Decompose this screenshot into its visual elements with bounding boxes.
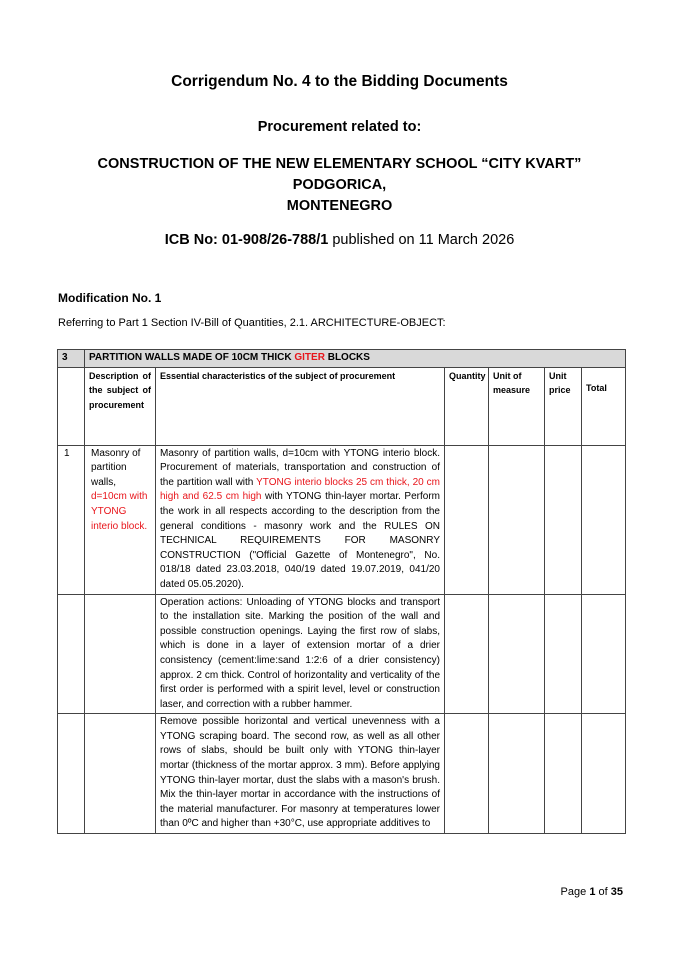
document-title: Corrigendum No. 4 to the Bidding Documents (171, 73, 508, 90)
row-unit (489, 445, 545, 594)
header-description: Description of the subject of procurement (85, 367, 156, 445)
row-total (582, 445, 626, 594)
row-total (582, 714, 626, 834)
header-total: Total (582, 367, 626, 445)
section-title: PARTITION WALLS MADE OF 10CM THICK GITER BLOCKS (85, 350, 626, 368)
modification-heading: Modification No. 1 (58, 291, 162, 305)
row-description (85, 594, 156, 714)
project-name-line-1: CONSTRUCTION OF THE NEW ELEMENTARY SCHOOL “CITY KVART” PODGORICA, (97, 156, 582, 193)
header-quantity: Quantity (445, 367, 489, 445)
row-quantity (445, 445, 489, 594)
row-unit-price (545, 594, 582, 714)
section-row (58, 350, 626, 368)
header-row (58, 367, 626, 445)
icb-published-date: published on 11 March 2026 (332, 232, 515, 248)
table-row (58, 594, 626, 714)
row-unit-price (545, 714, 582, 834)
header-number-cell (58, 367, 85, 445)
row-unit-price (545, 445, 582, 594)
header-characteristics: Essential characteristics of the subject of procurement (156, 367, 445, 445)
bill-of-quantities-table (57, 349, 626, 834)
row-number (58, 594, 85, 714)
row-characteristics: Remove possible horizontal and vertical unevenness with a YTONG scraping board. The second row, as well as all other rows of slabs, should be built only with YTONG thin-layer mortar (thickness of the mortar approx. 3 mm). Before applying YTONG thin-layer mortar, dust the slabs with a mason's brush. Mix the thin-layer mortar in accordance with the instructions of the material manufacturer. For masonry at temperatures lower than 0ºC and higher than +30°C, use appropriate additives to (156, 714, 445, 834)
row-quantity (445, 594, 489, 714)
section-number: 3 (58, 350, 85, 368)
row-description (85, 714, 156, 834)
row-characteristics: Operation actions: Unloading of YTONG blocks and transport to the installation site. Marking the position of the wall and possible construction openings. Laying the first row of slabs, which is done in a layer of extension mortar of a drier consistency (cement:lime:sand 1:2:6 of a drier consistency) approx. 2 cm thick. Control of horizontality and verticality of the first order is performed with a spirit level, level or construction laser, and correction with a rubber hammer. (156, 594, 445, 714)
row-number (58, 714, 85, 834)
header-unit: Unit of measure (489, 367, 545, 445)
page-total: 35 (610, 886, 623, 898)
row-description: Masonry of partition walls, d=10cm with YTONG interio block. (85, 445, 156, 594)
row-quantity (445, 714, 489, 834)
row-unit (489, 594, 545, 714)
project-name-line-2: MONTENEGRO (286, 198, 393, 214)
row-total (582, 594, 626, 714)
row-unit (489, 714, 545, 834)
icb-line (0, 232, 679, 248)
referring-text: Referring to Part 1 Section IV-Bill of Quantities, 2.1. ARCHITECTURE-OBJECT: (58, 317, 446, 329)
section-title-highlight: GITER (294, 352, 325, 363)
table-row (58, 714, 626, 834)
page-current: 1 (589, 886, 596, 898)
row-number: 1 (58, 445, 85, 594)
header-unit-price: Unit price (545, 367, 582, 445)
row-characteristics: Masonry of partition walls, d=10cm with YTONG interio block. Procurement of materials, transportation and construction of the partition wall with YTONG interio blocks 25 cm thick, 20 cm high and 62.5 cm high with YTONG thin-layer mortar. Perform the work in all respects according to the description from the general conditions - masonry work and the RULES ON TECHNICAL REQUIREMENTS FOR MASONRY CONSTRUCTION ("Official Gazette of Montenegro", No. 018/18 dated 23.03.2018, 040/19 dated 19.07.2019, 041/20 dated 05.05.2020). (156, 445, 445, 594)
table-row (58, 445, 626, 594)
project-name (50, 154, 629, 217)
icb-number: ICB No: 01-908/26-788/1 (164, 232, 329, 248)
procurement-label: Procurement related to: (257, 119, 422, 135)
page-number: Page 1 of 35 (560, 886, 623, 898)
